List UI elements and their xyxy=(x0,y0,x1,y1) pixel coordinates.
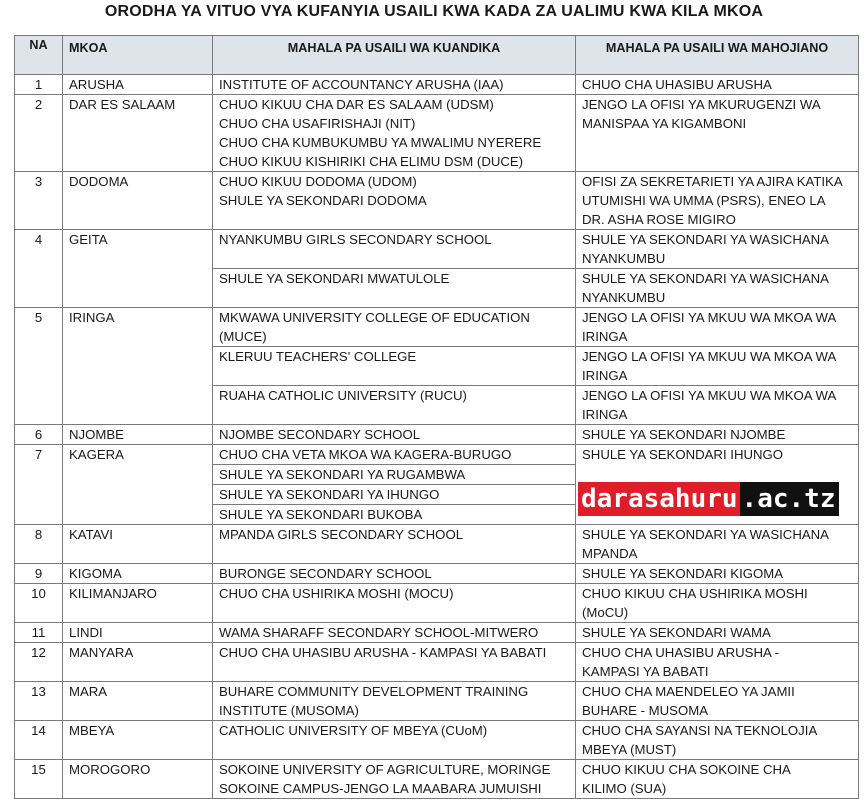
page-title: ORODHA YA VITUO VYA KUFANYIA USAILI KWA KADA ZA UALIMU KWA KILA MKOA xyxy=(104,3,764,20)
row-number: 15 xyxy=(15,760,63,799)
venue-line: OFISI ZA SEKRETARIETI YA AJIRA KATIKA xyxy=(582,174,843,189)
venue-line: CHUO CHA SAYANSI NA TEKNOLOJIA xyxy=(582,723,818,738)
table-row xyxy=(15,721,859,760)
venue-line: CHUO CHA USHIRIKA MOSHI (MOCU) xyxy=(219,586,454,601)
written-venue xyxy=(213,643,576,682)
venue-line: INSTITUTE (MUSOMA) xyxy=(219,703,359,718)
watermark-text: darasahuru xyxy=(578,482,740,516)
venue-line: CATHOLIC UNIVERSITY OF MBEYA (CUoM) xyxy=(219,723,488,738)
row-number: 7 xyxy=(15,445,63,525)
venue-line: IRINGA xyxy=(582,407,628,422)
venue-line: KILIMO (SUA) xyxy=(582,781,667,796)
venue-line: SHULE YA SEKONDARI KIGOMA xyxy=(582,566,784,581)
venue-line: CHUO KIKUU CHA DAR ES SALAAM (UDSM) xyxy=(219,97,494,112)
venue-line: (MoCU) xyxy=(582,605,629,620)
region-name: MBEYA xyxy=(63,721,213,760)
written-venue xyxy=(213,584,576,623)
written-venue xyxy=(213,485,576,505)
row-number: 2 xyxy=(15,95,63,172)
venue-line: SHULE YA SEKONDARI YA WASICHANA xyxy=(582,271,829,286)
venue-line: DR. ASHA ROSE MIGIRO xyxy=(582,212,736,227)
venue-line: MPANDA xyxy=(582,546,638,561)
row-number: 12 xyxy=(15,643,63,682)
venue-line: SOKOINE UNIVERSITY OF AGRICULTURE, MORINGE xyxy=(219,762,551,777)
venue-line: CHUO KIKUU CHA SOKOINE CHA xyxy=(582,762,791,777)
written-venue xyxy=(213,308,576,347)
venue-line: BURONGE SECONDARY SCHOOL xyxy=(219,566,432,581)
header-mkoa: MKOA xyxy=(63,36,213,75)
table-row xyxy=(15,425,859,445)
venue-line: (MUCE) xyxy=(219,329,267,344)
region-name: NJOMBE xyxy=(63,425,213,445)
row-number: 14 xyxy=(15,721,63,760)
venue-line: NYANKUMBU xyxy=(582,251,666,266)
venue-line: NYANKUMBU xyxy=(582,290,666,305)
venue-line: CHUO CHA VETA MKOA WA KAGERA-BURUGO xyxy=(219,447,512,462)
written-venue xyxy=(213,172,576,230)
venue-line: CHUO KIKUU CHA USHIRIKA MOSHI xyxy=(582,586,808,601)
venue-line: NJOMBE SECONDARY SCHOOL xyxy=(219,427,421,442)
venue-line: SHULE YA SEKONDARI DODOMA xyxy=(219,193,427,208)
written-venue xyxy=(213,347,576,386)
region-name: ARUSHA xyxy=(63,75,213,95)
table-row xyxy=(15,584,859,623)
table-row xyxy=(15,525,859,564)
table-row xyxy=(15,95,859,172)
region-name: MANYARA xyxy=(63,643,213,682)
interview-venue xyxy=(576,682,859,721)
row-number: 10 xyxy=(15,584,63,623)
venue-line: WAMA SHARAFF SECONDARY SCHOOL-MITWERO xyxy=(219,625,539,640)
venue-line: CHUO CHA UHASIBU ARUSHA - KAMPASI YA BABATI xyxy=(219,645,547,660)
written-venue xyxy=(213,721,576,760)
interview-venue xyxy=(576,230,859,269)
venue-line: MBEYA (MUST) xyxy=(582,742,677,757)
row-number: 8 xyxy=(15,525,63,564)
interview-venue xyxy=(576,584,859,623)
table-row xyxy=(15,308,859,347)
written-venue xyxy=(213,269,576,308)
venue-line: BUHARE COMMUNITY DEVELOPMENT TRAINING xyxy=(219,684,529,699)
venue-line: INSTITUTE OF ACCOUNTANCY ARUSHA (IAA) xyxy=(219,77,504,92)
venue-line: SHULE YA SEKONDARI YA WASICHANA xyxy=(582,527,829,542)
interview-venue xyxy=(576,623,859,643)
table-row xyxy=(15,75,859,95)
venues-table xyxy=(14,35,859,799)
interview-venue xyxy=(576,564,859,584)
interview-venue xyxy=(576,347,859,386)
venue-line: CHUO CHA UHASIBU ARUSHA - xyxy=(582,645,780,660)
region-name: MOROGORO xyxy=(63,760,213,799)
venue-line: MPANDA GIRLS SECONDARY SCHOOL xyxy=(219,527,464,542)
table-row xyxy=(15,564,859,584)
venue-line: BUHARE - MUSOMA xyxy=(582,703,709,718)
header-usaili: MAHALA PA USAILI WA KUANDIKA xyxy=(213,36,576,75)
header-mahojiano: MAHALA PA USAILI WA MAHOJIANO xyxy=(576,36,859,75)
venue-line: MKWAWA UNIVERSITY COLLEGE OF EDUCATION xyxy=(219,310,530,325)
region-name: LINDI xyxy=(63,623,213,643)
interview-venue xyxy=(576,643,859,682)
venue-line: RUAHA CATHOLIC UNIVERSITY (RUCU) xyxy=(219,388,467,403)
written-venue xyxy=(213,230,576,269)
venue-line: SHULE YA SEKONDARI YA WASICHANA xyxy=(582,232,829,247)
venue-line: SOKOINE CAMPUS-JENGO LA MAABARA JUMUISHI xyxy=(219,781,542,796)
written-venue xyxy=(213,95,576,172)
venue-line: SHULE YA SEKONDARI YA RUGAMBWA xyxy=(219,467,466,482)
venue-line: KAMPASI YA BABATI xyxy=(582,664,709,679)
written-venue xyxy=(213,564,576,584)
venue-line: CHUO CHA MAENDELEO YA JAMII xyxy=(582,684,795,699)
written-venue xyxy=(213,525,576,564)
venue-line: SHULE YA SEKONDARI IHUNGO xyxy=(582,447,784,462)
table-header-row xyxy=(15,36,859,75)
venue-line: SHULE YA SEKONDARI BUKOBA xyxy=(219,507,423,522)
interview-venue xyxy=(576,269,859,308)
region-name: KIGOMA xyxy=(63,564,213,584)
written-venue xyxy=(213,465,576,485)
venue-line: JENGO LA OFISI YA MKUU WA MKOA WA xyxy=(582,310,837,325)
venue-line: SHULE YA SEKONDARI MWATULOLE xyxy=(219,271,450,286)
written-venue xyxy=(213,623,576,643)
venue-line: CHUO KIKUU DODOMA (UDOM) xyxy=(219,174,417,189)
venue-line: CHUO KIKUU KISHIRIKI CHA ELIMU DSM (DUCE) xyxy=(219,154,524,169)
region-name: DODOMA xyxy=(63,172,213,230)
venue-line: IRINGA xyxy=(582,329,628,344)
written-venue xyxy=(213,386,576,425)
interview-venue xyxy=(576,760,859,799)
venue-line: MANISPAA YA KIGAMBONI xyxy=(582,116,747,131)
region-name: GEITA xyxy=(63,230,213,308)
watermark-logo xyxy=(578,482,848,516)
venue-line: CHUO CHA UHASIBU ARUSHA xyxy=(582,77,772,92)
interview-venue xyxy=(576,172,859,230)
written-venue xyxy=(213,445,576,465)
written-venue xyxy=(213,505,576,525)
row-number: 11 xyxy=(15,623,63,643)
header-na: NA xyxy=(15,36,63,75)
venue-line: SHULE YA SEKONDARI WAMA xyxy=(582,625,771,640)
table-row xyxy=(15,445,859,465)
row-number: 4 xyxy=(15,230,63,308)
interview-venue xyxy=(576,721,859,760)
table-row xyxy=(15,643,859,682)
venue-line: NYANKUMBU GIRLS SECONDARY SCHOOL xyxy=(219,232,492,247)
venue-line: JENGO LA OFISI YA MKUU WA MKOA WA xyxy=(582,388,837,403)
region-name: DAR ES SALAAM xyxy=(63,95,213,172)
venue-line: CHUO CHA KUMBUKUMBU YA MWALIMU NYERERE xyxy=(219,135,542,150)
venue-line: IRINGA xyxy=(582,368,628,383)
venue-line: JENGO LA OFISI YA MKUU WA MKOA WA xyxy=(582,349,837,364)
region-name: MARA xyxy=(63,682,213,721)
written-venue xyxy=(213,760,576,799)
table-row xyxy=(15,623,859,643)
table-body xyxy=(15,75,859,799)
venue-line: SHULE YA SEKONDARI NJOMBE xyxy=(582,427,786,442)
row-number: 6 xyxy=(15,425,63,445)
watermark-domain: .ac.tz xyxy=(740,482,840,516)
venue-line: JENGO LA OFISI YA MKURUGENZI WA xyxy=(582,97,821,112)
row-number: 1 xyxy=(15,75,63,95)
interview-venue xyxy=(576,308,859,347)
table-row xyxy=(15,172,859,230)
row-number: 3 xyxy=(15,172,63,230)
row-number: 5 xyxy=(15,308,63,425)
table-row xyxy=(15,230,859,269)
written-venue xyxy=(213,682,576,721)
venue-line: CHUO CHA USAFIRISHAJI (NIT) xyxy=(219,116,416,131)
region-name: KILIMANJARO xyxy=(63,584,213,623)
interview-venue xyxy=(576,386,859,425)
written-venue xyxy=(213,75,576,95)
venue-line: UTUMISHI WA UMMA (PSRS), ENEO LA xyxy=(582,193,826,208)
region-name: KAGERA xyxy=(63,445,213,525)
interview-venue xyxy=(576,425,859,445)
region-name: KATAVI xyxy=(63,525,213,564)
interview-venue xyxy=(576,525,859,564)
interview-venue xyxy=(576,95,859,172)
table-row xyxy=(15,682,859,721)
venue-line: SHULE YA SEKONDARI YA IHUNGO xyxy=(219,487,440,502)
interview-venue xyxy=(576,75,859,95)
venue-line: KLERUU TEACHERS' COLLEGE xyxy=(219,349,417,364)
row-number: 9 xyxy=(15,564,63,584)
row-number: 13 xyxy=(15,682,63,721)
region-name: IRINGA xyxy=(63,308,213,425)
table-row xyxy=(15,760,859,799)
written-venue xyxy=(213,425,576,445)
